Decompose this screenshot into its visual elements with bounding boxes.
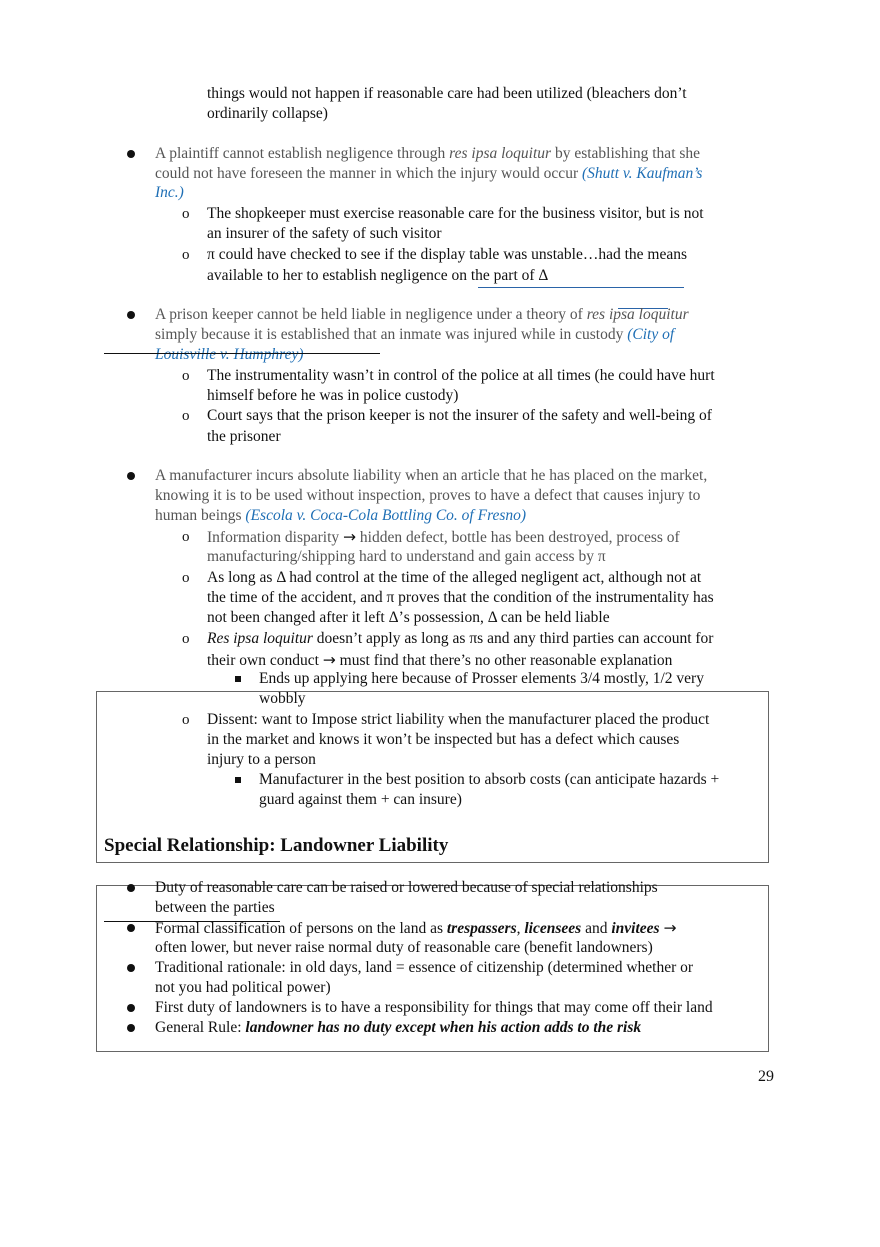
shutt-case-line-3: Inc.)	[155, 184, 184, 201]
escola-dissent-line-3: injury to a person	[207, 751, 316, 768]
landowner-bullet-1-line-2: between the parties	[155, 899, 275, 916]
right-arrow-icon: →	[322, 651, 336, 669]
louisville-sub2-line-1: Court says that the prison keeper is not the insurer of the safety and well-being of	[207, 407, 712, 424]
case-citation: (Escola v. Coca-Cola Bottling Co. of Fresno)	[245, 507, 527, 524]
escola-sub3-detail-line-2: wobbly	[259, 690, 306, 707]
landowner-bullet-3-line-2: not you had political power)	[155, 979, 331, 996]
escola-sub1-line-2: manufacturing/shipping hard to understand and gain access by π	[207, 548, 606, 565]
escola-rule-line-3: human beings (Escola v. Coca-Cola Bottling Co. of Fresno)	[155, 507, 527, 524]
louisville-rule-line-1: A prison keeper cannot be held liable in negligence under a theory of res ipsa loquitur	[155, 306, 689, 323]
shutt-rule-line-1: A plaintiff cannot establish negligence through res ipsa loquitur by establishing that she	[155, 145, 701, 162]
annotation-strike-line	[104, 353, 380, 354]
bullet-icon	[127, 884, 135, 892]
shutt-rule-line-2: could not have foreseen the manner in which the injury would occur (Shutt v. Kaufman’s	[155, 165, 703, 182]
escola-sub2-line-1: As long as Δ had control at the time of the alleged negligent act, although not at	[207, 569, 702, 586]
landowner-bullet-3-line-1: Traditional rationale: in old days, land = essence of citizenship (determined whether or	[155, 959, 694, 976]
landowner-bullet-5-line-1: General Rule: landowner has no duty except when his action adds to the risk	[155, 1019, 642, 1036]
circle-bullet-icon: o	[182, 631, 190, 647]
annotation-underline	[478, 287, 684, 288]
circle-bullet-icon: o	[182, 408, 190, 424]
case-citation: (Shutt v. Kaufman’s	[581, 165, 703, 182]
escola-rule-line-2: knowing it is to be used without inspection, proves to have a defect that causes injury to	[155, 487, 701, 504]
louisville-sub2-line-2: the prisoner	[207, 428, 281, 445]
bullet-icon	[127, 472, 135, 480]
landowner-bullet-4-line-1: First duty of landowners is to have a responsibility for things that may come off their land	[155, 999, 713, 1016]
bullet-icon	[127, 311, 135, 319]
escola-dissent-detail-line-2: guard against them + can insure)	[259, 791, 462, 808]
circle-bullet-icon: o	[182, 529, 190, 545]
square-bullet-icon	[235, 777, 241, 783]
escola-dissent-detail-line-1: Manufacturer in the best position to absorb costs (can anticipate hazards +	[259, 771, 720, 788]
circle-bullet-icon: o	[182, 206, 190, 222]
right-arrow-icon: →	[343, 528, 357, 546]
escola-sub2-line-3: not been changed after it left Δ’s possession, Δ can be held liable	[207, 609, 610, 626]
louisville-rule-line-2: simply because it is established that an inmate was injured while in custody (City of	[155, 326, 675, 343]
escola-sub3-line-2: their own conduct → must find that there’s no other reasonable explanation	[207, 651, 673, 669]
circle-bullet-icon: o	[182, 570, 190, 586]
escola-sub2-line-2: the time of the accident, and π proves that the condition of the instrumentality has	[207, 589, 714, 606]
bullet-icon	[127, 150, 135, 158]
louisville-case-line-3: Louisville v. Humphrey)	[155, 346, 304, 363]
landowner-bullet-1-line-1: Duty of reasonable care can be raised or lowered because of special relationships	[155, 879, 658, 896]
shutt-sub1-line-2: an insurer of the safety of such visitor	[207, 225, 442, 242]
escola-dissent-line-2: in the market and knows it won’t be inspected but has a defect which causes	[207, 731, 680, 748]
circle-bullet-icon: o	[182, 712, 190, 728]
right-arrow-icon: →	[663, 919, 677, 937]
shutt-sub2-line-1: π could have checked to see if the display table was unstable…had the means	[207, 246, 687, 263]
escola-sub1-line-1: Information disparity → hidden defect, bottle has been destroyed, process of	[207, 528, 680, 546]
escola-sub3-line-1: Res ipsa loquitur doesn’t apply as long as πs and any third parties can account for	[207, 630, 714, 647]
louisville-sub1-line-2: himself before he was in police custody)	[207, 387, 459, 404]
louisville-sub1-line-1: The instrumentality wasn’t in control of the police at all times (he could have hurt	[207, 367, 715, 384]
page-number: 29	[758, 1068, 774, 1085]
intro-line-1: things would not happen if reasonable care had been utilized (bleachers don’t	[207, 85, 687, 102]
landowner-bullet-2-line-2: often lower, but never raise normal duty of reasonable care (benefit landowners)	[155, 939, 653, 956]
circle-bullet-icon: o	[182, 247, 190, 263]
landowner-bullet-2-line-1: Formal classification of persons on the land as trespassers, licensees and invitees →	[155, 919, 677, 937]
bullet-icon	[127, 1024, 135, 1032]
intro-line-2: ordinarily collapse)	[207, 105, 328, 122]
circle-bullet-icon: o	[182, 368, 190, 384]
square-bullet-icon	[235, 676, 241, 682]
bullet-icon	[127, 1004, 135, 1012]
shutt-sub1-line-1: The shopkeeper must exercise reasonable care for the business visitor, but is not	[207, 205, 704, 222]
bullet-icon	[127, 964, 135, 972]
case-citation: (City of	[627, 326, 675, 343]
escola-rule-line-1: A manufacturer incurs absolute liability when an article that he has placed on the market,	[155, 467, 708, 484]
bullet-icon	[127, 924, 135, 932]
escola-dissent-line-1: Dissent: want to Impose strict liability when the manufacturer placed the product	[207, 711, 710, 728]
shutt-sub2-line-2: available to her to establish negligence on the part of Δ	[207, 267, 549, 284]
section-heading: Special Relationship: Landowner Liability	[104, 835, 449, 856]
escola-sub3-detail-line-1: Ends up applying here because of Prosser elements 3/4 mostly, 1/2 very	[259, 670, 704, 687]
